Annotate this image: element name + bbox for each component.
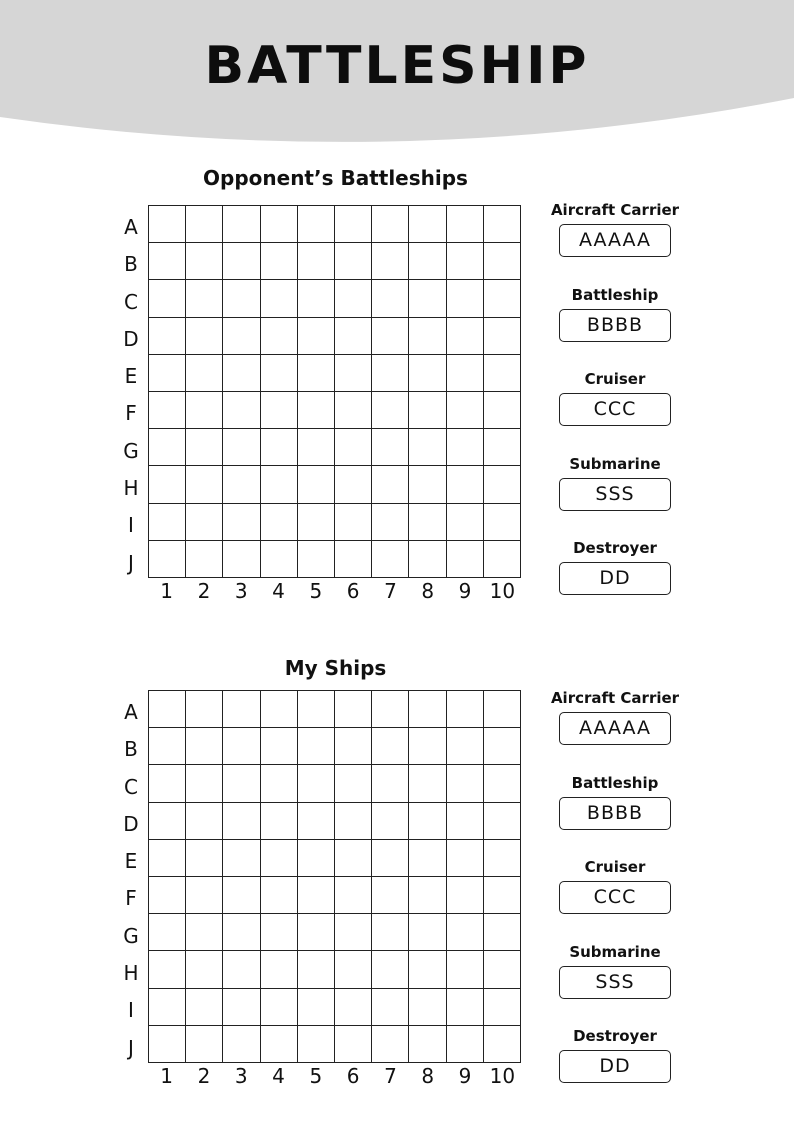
grid-cell-j10[interactable]: [484, 541, 521, 578]
grid-cell-e1[interactable]: [149, 355, 186, 392]
grid-cell-c1[interactable]: [149, 280, 186, 317]
ship-code-box: SSS: [559, 478, 671, 511]
ship-entry: [550, 690, 680, 775]
grid-cell-d6[interactable]: [335, 318, 372, 355]
grid-cell-g6[interactable]: [335, 914, 372, 951]
col-label-1: 1: [160, 579, 174, 603]
col-label-10: 10: [489, 1064, 516, 1088]
grid-cell-c3[interactable]: [223, 765, 260, 802]
grid-cell-g3[interactable]: [223, 429, 260, 466]
grid-cell-b5[interactable]: [298, 243, 335, 280]
grid-cell-e10[interactable]: [484, 840, 521, 877]
ship-name: Destroyer: [573, 539, 657, 558]
grid-cell-f10[interactable]: [484, 877, 521, 914]
grid-cell-i8[interactable]: [409, 989, 446, 1026]
grid-cell-f3[interactable]: [223, 877, 260, 914]
grid-cell-f1[interactable]: [149, 392, 186, 429]
ship-code-box: SSS: [559, 966, 671, 999]
grid-cell-f5[interactable]: [298, 392, 335, 429]
grid-cell-e10[interactable]: [484, 355, 521, 392]
grid-cell-j4[interactable]: [261, 1026, 298, 1063]
ship-code-box: BBBB: [559, 309, 671, 342]
grid-cell-b3[interactable]: [223, 728, 260, 765]
grid-cell-j8[interactable]: [409, 541, 446, 578]
ship-code-box: CCC: [559, 393, 671, 426]
row-label-d: D: [123, 326, 139, 351]
my-ship-legend: [550, 690, 680, 1113]
grid-cell-j3[interactable]: [223, 541, 260, 578]
grid-cell-f2[interactable]: [186, 877, 223, 914]
grid-cell-f9[interactable]: [447, 392, 484, 429]
ship-name: Battleship: [571, 773, 659, 792]
ship-name: Cruiser: [584, 370, 646, 389]
ship-entry: [550, 371, 680, 456]
col-label-9: 9: [458, 1064, 472, 1088]
grid-cell-a7[interactable]: [372, 691, 409, 728]
grid-cell-d9[interactable]: [447, 318, 484, 355]
grid-cell-i4[interactable]: [261, 989, 298, 1026]
grid-cell-i5[interactable]: [298, 989, 335, 1026]
my-col-labels: [148, 1062, 521, 1090]
grid-cell-c3[interactable]: [223, 280, 260, 317]
grid-cell-f3[interactable]: [223, 392, 260, 429]
grid-cell-b10[interactable]: [484, 728, 521, 765]
grid-cell-e5[interactable]: [298, 840, 335, 877]
my-row-labels: [116, 692, 146, 1065]
grid-cell-d7[interactable]: [372, 803, 409, 840]
grid-cell-b6[interactable]: [335, 243, 372, 280]
grid-cell-f8[interactable]: [409, 392, 446, 429]
grid-cell-c2[interactable]: [186, 280, 223, 317]
grid-cell-g5[interactable]: [298, 914, 335, 951]
row-label-g: G: [123, 438, 139, 463]
opponent-col-labels: [148, 577, 521, 605]
grid-cell-c9[interactable]: [447, 280, 484, 317]
grid-cell-f9[interactable]: [447, 877, 484, 914]
grid-cell-e4[interactable]: [261, 840, 298, 877]
grid-cell-j2[interactable]: [186, 541, 223, 578]
grid-cell-c1[interactable]: [149, 765, 186, 802]
grid-cell-g8[interactable]: [409, 914, 446, 951]
grid-cell-c5[interactable]: [298, 765, 335, 802]
grid-cell-i4[interactable]: [261, 504, 298, 541]
row-label-a: A: [124, 215, 138, 239]
grid-cell-d1[interactable]: [149, 318, 186, 355]
grid-cell-h2[interactable]: [186, 466, 223, 503]
ship-entry: [550, 202, 680, 287]
col-label-8: 8: [421, 579, 435, 603]
ship-code-box: DD: [559, 1050, 671, 1083]
grid-cell-e7[interactable]: [372, 355, 409, 392]
grid-cell-g10[interactable]: [484, 429, 521, 466]
grid-cell-h6[interactable]: [335, 466, 372, 503]
grid-cell-j1[interactable]: [149, 541, 186, 578]
grid-cell-g7[interactable]: [372, 429, 409, 466]
grid-cell-g3[interactable]: [223, 914, 260, 951]
grid-cell-d5[interactable]: [298, 318, 335, 355]
grid-cell-c7[interactable]: [372, 765, 409, 802]
grid-cell-h1[interactable]: [149, 951, 186, 988]
grid-cell-e5[interactable]: [298, 355, 335, 392]
grid-cell-e3[interactable]: [223, 355, 260, 392]
ship-name: Cruiser: [584, 858, 646, 877]
row-label-e: E: [124, 364, 138, 389]
ship-entry: [550, 1028, 680, 1113]
row-label-b: B: [124, 737, 138, 762]
grid-cell-b7[interactable]: [372, 243, 409, 280]
grid-cell-c10[interactable]: [484, 765, 521, 802]
row-label-f: F: [125, 886, 137, 911]
ship-code-box: DD: [559, 562, 671, 595]
ship-code-box: BBBB: [559, 797, 671, 830]
grid-cell-i1[interactable]: [149, 989, 186, 1026]
grid-cell-b2[interactable]: [186, 728, 223, 765]
ship-entry: [550, 859, 680, 944]
grid-cell-c2[interactable]: [186, 765, 223, 802]
grid-cell-i3[interactable]: [223, 989, 260, 1026]
grid-cell-c5[interactable]: [298, 280, 335, 317]
grid-cell-h10[interactable]: [484, 951, 521, 988]
ship-entry: [550, 287, 680, 372]
grid-cell-b3[interactable]: [223, 243, 260, 280]
grid-cell-a2[interactable]: [186, 691, 223, 728]
ship-entry: [550, 456, 680, 541]
grid-cell-c6[interactable]: [335, 765, 372, 802]
grid-cell-h3[interactable]: [223, 951, 260, 988]
col-label-6: 6: [346, 1064, 360, 1088]
grid-cell-j10[interactable]: [484, 1026, 521, 1063]
grid-cell-c7[interactable]: [372, 280, 409, 317]
grid-cell-a3[interactable]: [223, 691, 260, 728]
grid-cell-a6[interactable]: [335, 206, 372, 243]
grid-cell-j1[interactable]: [149, 1026, 186, 1063]
grid-cell-h7[interactable]: [372, 951, 409, 988]
grid-cell-f10[interactable]: [484, 392, 521, 429]
grid-cell-j7[interactable]: [372, 1026, 409, 1063]
row-label-i: I: [128, 998, 134, 1023]
ship-name: Submarine: [569, 942, 661, 961]
ship-entry: [550, 775, 680, 860]
grid-cell-d10[interactable]: [484, 803, 521, 840]
grid-cell-b9[interactable]: [447, 243, 484, 280]
grid-cell-h10[interactable]: [484, 466, 521, 503]
grid-cell-a9[interactable]: [447, 206, 484, 243]
grid-cell-d4[interactable]: [261, 803, 298, 840]
grid-cell-b2[interactable]: [186, 243, 223, 280]
grid-cell-a6[interactable]: [335, 691, 372, 728]
grid-cell-j9[interactable]: [447, 1026, 484, 1063]
ship-name: Submarine: [569, 454, 661, 473]
grid-cell-g5[interactable]: [298, 429, 335, 466]
grid-cell-i10[interactable]: [484, 989, 521, 1026]
grid-cell-i5[interactable]: [298, 504, 335, 541]
grid-cell-j2[interactable]: [186, 1026, 223, 1063]
grid-cell-i7[interactable]: [372, 989, 409, 1026]
page-title: BATTLESHIP: [204, 36, 590, 96]
grid-cell-e8[interactable]: [409, 840, 446, 877]
grid-cell-e2[interactable]: [186, 840, 223, 877]
grid-cell-f2[interactable]: [186, 392, 223, 429]
ship-code-box: AAAAA: [559, 224, 671, 257]
grid-cell-e2[interactable]: [186, 355, 223, 392]
grid-cell-e4[interactable]: [261, 355, 298, 392]
grid-cell-i8[interactable]: [409, 504, 446, 541]
grid-cell-h2[interactable]: [186, 951, 223, 988]
grid-cell-a5[interactable]: [298, 206, 335, 243]
grid-cell-i6[interactable]: [335, 989, 372, 1026]
ship-code-box: CCC: [559, 881, 671, 914]
grid-cell-g9[interactable]: [447, 429, 484, 466]
col-label-3: 3: [234, 579, 248, 603]
col-label-9: 9: [458, 579, 472, 603]
grid-cell-j6[interactable]: [335, 1026, 372, 1063]
col-label-4: 4: [272, 579, 285, 603]
grid-cell-i3[interactable]: [223, 504, 260, 541]
grid-cell-d2[interactable]: [186, 318, 223, 355]
grid-cell-h9[interactable]: [447, 951, 484, 988]
grid-cell-j6[interactable]: [335, 541, 372, 578]
row-label-j: J: [128, 550, 134, 575]
ship-name: Battleship: [571, 285, 659, 304]
grid-cell-j8[interactable]: [409, 1026, 446, 1063]
grid-cell-a8[interactable]: [409, 691, 446, 728]
grid-cell-a5[interactable]: [298, 691, 335, 728]
grid-cell-c8[interactable]: [409, 765, 446, 802]
row-label-c: C: [124, 289, 138, 314]
grid-cell-e3[interactable]: [223, 840, 260, 877]
grid-cell-d6[interactable]: [335, 803, 372, 840]
grid-cell-b4[interactable]: [261, 243, 298, 280]
grid-cell-f5[interactable]: [298, 877, 335, 914]
grid-cell-a1[interactable]: [149, 206, 186, 243]
my-ships-board-title: My Ships: [284, 656, 387, 680]
grid-cell-a4[interactable]: [261, 691, 298, 728]
grid-cell-b5[interactable]: [298, 728, 335, 765]
grid-cell-i2[interactable]: [186, 504, 223, 541]
row-label-d: D: [123, 811, 139, 836]
grid-cell-a10[interactable]: [484, 206, 521, 243]
grid-cell-b10[interactable]: [484, 243, 521, 280]
grid-cell-g2[interactable]: [186, 914, 223, 951]
grid-cell-d2[interactable]: [186, 803, 223, 840]
grid-cell-h4[interactable]: [261, 951, 298, 988]
grid-cell-g1[interactable]: [149, 429, 186, 466]
col-label-2: 2: [197, 1064, 211, 1088]
grid-cell-a9[interactable]: [447, 691, 484, 728]
grid-cell-i9[interactable]: [447, 504, 484, 541]
row-label-h: H: [123, 476, 139, 501]
grid-cell-f6[interactable]: [335, 877, 372, 914]
ship-name: Aircraft Carrier: [550, 689, 680, 707]
grid-cell-c4[interactable]: [261, 765, 298, 802]
col-label-7: 7: [384, 1064, 397, 1088]
my-grid: [148, 690, 521, 1063]
col-label-3: 3: [234, 1064, 248, 1088]
grid-cell-g8[interactable]: [409, 429, 446, 466]
row-label-g: G: [123, 923, 139, 948]
grid-cell-d10[interactable]: [484, 318, 521, 355]
grid-cell-f4[interactable]: [261, 877, 298, 914]
grid-cell-d1[interactable]: [149, 803, 186, 840]
grid-cell-a4[interactable]: [261, 206, 298, 243]
grid-cell-h3[interactable]: [223, 466, 260, 503]
grid-cell-h6[interactable]: [335, 951, 372, 988]
grid-cell-f8[interactable]: [409, 877, 446, 914]
grid-cell-a2[interactable]: [186, 206, 223, 243]
grid-cell-b1[interactable]: [149, 243, 186, 280]
grid-cell-a8[interactable]: [409, 206, 446, 243]
grid-cell-j5[interactable]: [298, 1026, 335, 1063]
grid-cell-g2[interactable]: [186, 429, 223, 466]
grid-cell-g10[interactable]: [484, 914, 521, 951]
opponent-board-title: Opponent’s Battleships: [203, 166, 468, 190]
grid-cell-i2[interactable]: [186, 989, 223, 1026]
grid-cell-h9[interactable]: [447, 466, 484, 503]
grid-cell-j5[interactable]: [298, 541, 335, 578]
ship-name: Destroyer: [573, 1027, 657, 1046]
grid-cell-f6[interactable]: [335, 392, 372, 429]
ship-entry: [550, 540, 680, 625]
grid-cell-h8[interactable]: [409, 466, 446, 503]
grid-cell-i9[interactable]: [447, 989, 484, 1026]
grid-cell-f7[interactable]: [372, 877, 409, 914]
grid-cell-e9[interactable]: [447, 355, 484, 392]
grid-cell-g4[interactable]: [261, 429, 298, 466]
row-label-c: C: [124, 774, 138, 799]
grid-cell-d9[interactable]: [447, 803, 484, 840]
grid-cell-e7[interactable]: [372, 840, 409, 877]
grid-cell-g6[interactable]: [335, 429, 372, 466]
grid-cell-h7[interactable]: [372, 466, 409, 503]
grid-cell-h5[interactable]: [298, 951, 335, 988]
row-label-i: I: [128, 513, 134, 538]
grid-cell-b8[interactable]: [409, 243, 446, 280]
col-label-7: 7: [384, 579, 397, 603]
grid-cell-j9[interactable]: [447, 541, 484, 578]
grid-cell-d8[interactable]: [409, 803, 446, 840]
grid-cell-b4[interactable]: [261, 728, 298, 765]
grid-cell-d3[interactable]: [223, 803, 260, 840]
col-label-10: 10: [489, 579, 516, 603]
grid-cell-a1[interactable]: [149, 691, 186, 728]
grid-cell-h8[interactable]: [409, 951, 446, 988]
col-label-5: 5: [309, 579, 323, 603]
opponent-row-labels: [116, 207, 146, 580]
opponent-grid: [148, 205, 521, 578]
grid-cell-f7[interactable]: [372, 392, 409, 429]
grid-cell-b9[interactable]: [447, 728, 484, 765]
row-label-b: B: [124, 252, 138, 277]
col-label-4: 4: [272, 1064, 285, 1088]
grid-cell-j4[interactable]: [261, 541, 298, 578]
grid-cell-c4[interactable]: [261, 280, 298, 317]
grid-cell-g9[interactable]: [447, 914, 484, 951]
ship-code-box: AAAAA: [559, 712, 671, 745]
grid-cell-i10[interactable]: [484, 504, 521, 541]
grid-cell-g4[interactable]: [261, 914, 298, 951]
row-label-h: H: [123, 961, 139, 986]
grid-cell-c8[interactable]: [409, 280, 446, 317]
ship-entry: [550, 944, 680, 1029]
grid-cell-i6[interactable]: [335, 504, 372, 541]
grid-cell-g7[interactable]: [372, 914, 409, 951]
grid-cell-j7[interactable]: [372, 541, 409, 578]
row-label-f: F: [125, 401, 137, 426]
grid-cell-e6[interactable]: [335, 840, 372, 877]
grid-cell-d7[interactable]: [372, 318, 409, 355]
row-label-e: E: [124, 849, 138, 874]
grid-cell-e6[interactable]: [335, 355, 372, 392]
grid-cell-i1[interactable]: [149, 504, 186, 541]
grid-cell-a3[interactable]: [223, 206, 260, 243]
grid-cell-b7[interactable]: [372, 728, 409, 765]
grid-cell-b1[interactable]: [149, 728, 186, 765]
grid-cell-c9[interactable]: [447, 765, 484, 802]
ship-name: Aircraft Carrier: [550, 201, 680, 219]
col-label-6: 6: [346, 579, 360, 603]
grid-cell-c10[interactable]: [484, 280, 521, 317]
grid-cell-d4[interactable]: [261, 318, 298, 355]
grid-cell-f4[interactable]: [261, 392, 298, 429]
grid-cell-a7[interactable]: [372, 206, 409, 243]
grid-cell-e8[interactable]: [409, 355, 446, 392]
grid-cell-d8[interactable]: [409, 318, 446, 355]
grid-cell-f1[interactable]: [149, 877, 186, 914]
grid-cell-h5[interactable]: [298, 466, 335, 503]
grid-cell-h1[interactable]: [149, 466, 186, 503]
row-label-j: J: [128, 1035, 134, 1060]
grid-cell-j3[interactable]: [223, 1026, 260, 1063]
grid-cell-i7[interactable]: [372, 504, 409, 541]
col-label-2: 2: [197, 579, 211, 603]
grid-cell-b6[interactable]: [335, 728, 372, 765]
row-label-a: A: [124, 700, 138, 724]
col-label-1: 1: [160, 1064, 174, 1088]
grid-cell-b8[interactable]: [409, 728, 446, 765]
grid-cell-a10[interactable]: [484, 691, 521, 728]
col-label-5: 5: [309, 1064, 323, 1088]
grid-cell-g1[interactable]: [149, 914, 186, 951]
col-label-8: 8: [421, 1064, 435, 1088]
grid-cell-d3[interactable]: [223, 318, 260, 355]
grid-cell-e1[interactable]: [149, 840, 186, 877]
opponent-ship-legend: [550, 202, 680, 625]
grid-cell-h4[interactable]: [261, 466, 298, 503]
grid-cell-c6[interactable]: [335, 280, 372, 317]
grid-cell-d5[interactable]: [298, 803, 335, 840]
grid-cell-e9[interactable]: [447, 840, 484, 877]
